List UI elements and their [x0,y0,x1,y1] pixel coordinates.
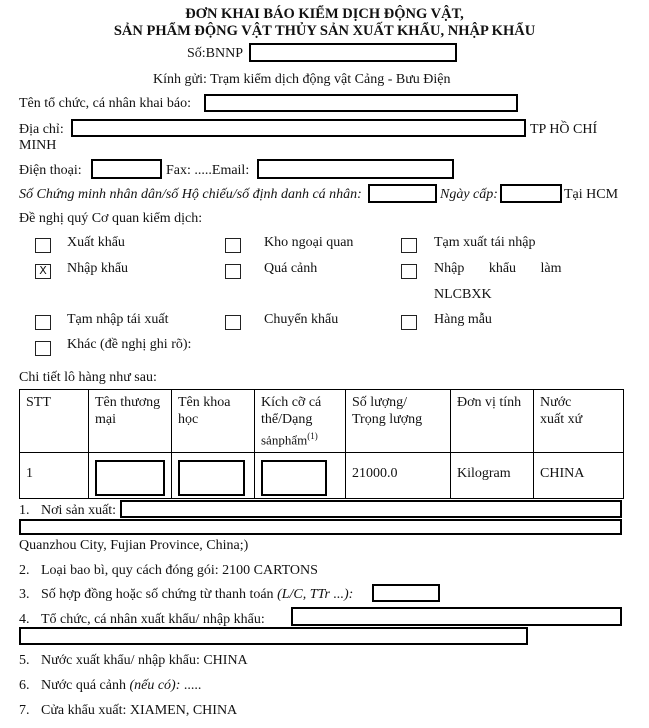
option-tam-xuat-tai-nhap: Tạm xuất tái nhập [434,235,536,250]
item-6-number: 6. [19,678,30,693]
redacted-exporter-importer-cont [19,627,528,645]
cell-scientific-name [172,452,255,498]
item-3-label [41,587,353,603]
goods-table [19,389,624,499]
cell-size [255,452,346,498]
item-5-number: 5. [19,653,30,668]
item-5-country: Nước xuất khẩu/ nhập khẩu: CHINA [41,653,248,668]
item-6-italic: (nếu có): [129,678,181,693]
option-chuyen-khau: Chuyển khẩu [264,312,339,327]
header-trade-name-line1: Tên thương [95,395,161,410]
footnote-marker: (1) [307,431,318,441]
header-size-line1: Kích cỡ cá [261,395,322,410]
header-trade-name [89,390,172,453]
option-nhap-khau-lam: Nhập khẩu làm [434,261,562,276]
redacted-production-place-cont [19,519,622,535]
redacted-trade-name [95,460,165,496]
redacted-declarant-name [204,94,518,112]
header-sci-name-line2: học [178,412,199,427]
header-stt-text: STT [26,395,51,410]
goods-detail-label: Chi tiết lô hàng như sau: [19,370,157,385]
checkbox-qua-canh[interactable] [225,264,241,279]
form-title-line2: SẢN PHẨM ĐỘNG VẬT THỦY SẢN XUẤT KHẨU, NHẬP KHẨU [113,23,536,39]
checkbox-nhap-khau-lam-nlcbxk[interactable] [401,264,417,279]
document-number-label: Số:BNNP [187,46,244,61]
item-7-border-gate: Cửa khẩu xuất: XIAMEN, CHINA [41,703,238,718]
declarant-name-label: Tên tổ chức, cá nhân khai báo: [19,96,192,111]
form-title-line1: ĐƠN KHAI BÁO KIỂM DỊCH ĐỘNG VẬT, [185,6,464,22]
header-size-line2: thể/Dạng [261,412,313,427]
header-scientific-name [172,390,255,453]
cell-origin: CHINA [534,452,624,498]
option-hang-mau: Hàng mẫu [434,312,492,327]
option-kho-ngoai-quan: Kho ngoại quan [264,235,354,250]
checkbox-chuyen-khau[interactable] [225,315,241,330]
item-3-label-text: Số hợp đồng hoặc số chứng từ thanh toán [41,587,274,602]
header-size [255,390,346,453]
cell-trade-name [89,452,172,498]
redacted-exporter-importer [291,607,622,626]
redacted-scientific-name [178,460,245,496]
header-origin [534,390,624,453]
redacted-phone [91,159,162,179]
item-6-value: ..... [183,678,202,693]
item-4-number: 4. [19,612,30,627]
item-4-label: Tổ chức, cá nhân xuất khẩu/ nhập khẩu: [41,612,265,627]
option-qua-canh: Quá cảnh [264,261,318,276]
item-6-transit [41,678,201,694]
header-stt [20,390,89,453]
item-2-packaging: Loại bao bì, quy cách đóng gói: 2100 CARTONS [41,563,318,578]
header-sci-name-line1: Tên khoa [178,395,231,410]
redacted-address [71,119,526,137]
redacted-contract-number [372,584,440,602]
cell-stt: 1 [20,452,89,498]
item-6-label: Nước quá cảnh [41,678,126,693]
header-quantity [346,390,451,453]
checkbox-tam-nhap-tai-xuat[interactable] [35,315,51,330]
item-2-number: 2. [19,563,30,578]
option-nhap-khau: Nhập khẩu [67,261,129,276]
header-origin-line2: xuất xứ [540,412,583,427]
header-unit-text: Đơn vị tính [457,395,522,410]
table-row [20,452,624,498]
checkbox-khac[interactable] [35,341,51,356]
checkbox-nhap-khau[interactable]: X [35,264,51,279]
checkbox-hang-mau[interactable] [401,315,417,330]
checkbox-tam-xuat-tai-nhap[interactable] [401,238,417,253]
option-tam-nhap-tai-xuat: Tạm nhập tái xuất [67,312,169,327]
option-xuat-khau: Xuất khẩu [67,235,125,250]
option-nlcbxk: NLCBXK [434,287,492,302]
redacted-document-number [249,43,457,62]
recipient-line: Kính gửi: Trạm kiểm dịch động vật Cảng - Bưu Điện [153,72,451,87]
address-city: TP HỒ CHÍ [530,122,598,137]
item-1-label: Nơi sản xuất: [41,503,117,518]
fax-email-label: Fax: .....Email: [166,163,250,178]
address-label: Địa chỉ: [19,122,64,137]
redacted-email [257,159,454,179]
item-7-number: 7. [19,703,30,718]
address-city-cont: MINH [19,138,57,153]
issue-place: Tại HCM [564,187,619,202]
item-1-number: 1. [19,503,30,518]
header-origin-line1: Nước [540,395,572,410]
redacted-size [261,460,327,496]
item-1-continuation: Quanzhou City, Fujian Province, China;) [19,538,249,553]
cell-quantity: 21000.0 [346,452,451,498]
redacted-production-place [120,500,622,518]
cell-unit: Kilogram [451,452,534,498]
header-size-line3: sảnphẩm [261,432,308,448]
checkbox-kho-ngoai-quan[interactable] [225,238,241,253]
checkbox-xuat-khau[interactable] [35,238,51,253]
item-3-number: 3. [19,587,30,602]
header-unit [451,390,534,453]
item-3-label-italic: (L/C, TTr ...): [277,587,354,602]
id-number-label: Số Chứng minh nhân dân/số Hộ chiếu/số định danh cá nhân: [19,187,362,202]
option-khac: Khác (đề nghị ghi rõ): [67,337,192,352]
issue-date-label: Ngày cấp: [440,187,498,202]
redacted-id-number [368,184,437,203]
header-qty-line1: Số lượng/ [352,395,408,410]
table-header-row [20,390,624,453]
phone-label: Điện thoại: [19,163,82,178]
request-label: Đề nghị quý Cơ quan kiểm dịch: [19,211,203,226]
header-qty-line2: Trọng lượng [352,412,423,427]
redacted-issue-date [500,184,562,203]
header-trade-name-line2: mại [95,412,116,427]
